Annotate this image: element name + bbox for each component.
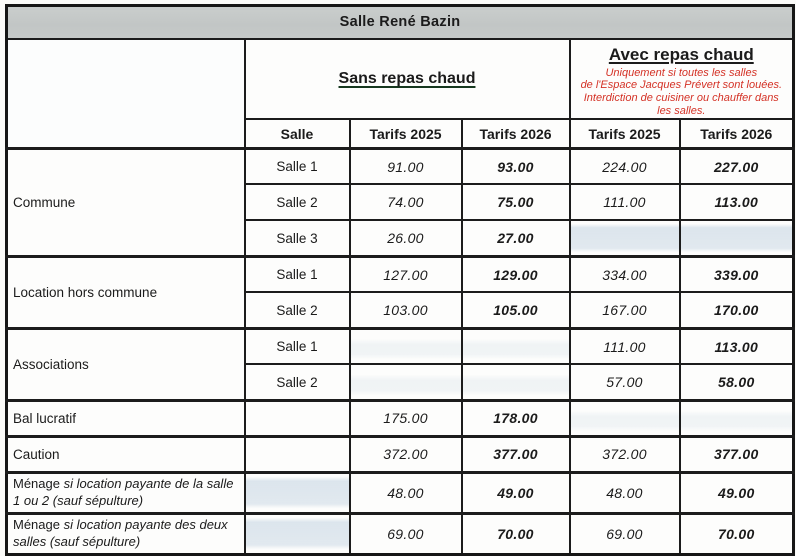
tariff-cell: 227.00 bbox=[680, 148, 794, 184]
title-row bbox=[7, 6, 794, 39]
empty-tariff-cell bbox=[462, 364, 570, 400]
row-caution bbox=[7, 436, 794, 472]
tariff-cell: 93.00 bbox=[462, 148, 570, 184]
salle-cell: Salle 1 bbox=[245, 256, 350, 292]
tariff-cell: 178.00 bbox=[462, 400, 570, 436]
tariff-cell: 129.00 bbox=[462, 256, 570, 292]
tariff-cell: 70.00 bbox=[680, 513, 794, 554]
col-header-salle: Salle bbox=[245, 119, 350, 148]
tariff-cell: 167.00 bbox=[570, 292, 680, 328]
header-group-row bbox=[7, 39, 794, 120]
col-header-tarifs-2025-sans: Tarifs 2025 bbox=[350, 119, 462, 148]
avec-repas-chaud-label: Avec repas chaud bbox=[608, 44, 754, 64]
tariff-cell: 105.00 bbox=[462, 292, 570, 328]
col-header-tarifs-2026-avec: Tarifs 2026 bbox=[680, 119, 794, 148]
row-commune-salle-1 bbox=[7, 148, 794, 184]
tariff-cell: 58.00 bbox=[680, 364, 794, 400]
tariff-cell: 75.00 bbox=[462, 184, 570, 220]
menage-label-condition: si location payante des deux salles (sauf sépulture) bbox=[13, 516, 228, 549]
tariff-cell: 48.00 bbox=[350, 472, 462, 513]
row-label-menage-salle-1-ou-2 bbox=[7, 472, 245, 513]
tariff-cell: 57.00 bbox=[570, 364, 680, 400]
salle-cell: Salle 2 bbox=[245, 364, 350, 400]
row-label-bal-lucratif: Bal lucratif bbox=[7, 400, 245, 436]
tariff-cell: 339.00 bbox=[680, 256, 794, 292]
tariff-cell: 111.00 bbox=[570, 184, 680, 220]
tariff-cell: 377.00 bbox=[462, 436, 570, 472]
tariff-cell: 170.00 bbox=[680, 292, 794, 328]
empty-tariff-cell bbox=[680, 400, 794, 436]
header-sans-repas-chaud bbox=[245, 39, 570, 120]
col-header-tarifs-2025-avec: Tarifs 2025 bbox=[570, 119, 680, 148]
tariff-cell: 113.00 bbox=[680, 328, 794, 364]
avec-note-line-4: les salles. bbox=[657, 105, 706, 118]
salle-cell: Salle 3 bbox=[245, 220, 350, 256]
menage-label-prefix: Ménage bbox=[13, 475, 60, 491]
menage-label-condition: si location payante de la salle 1 ou 2 (sauf sépulture) bbox=[13, 475, 234, 508]
avec-note-line-1: Uniquement si toutes les salles bbox=[605, 66, 758, 79]
tariff-cell: 175.00 bbox=[350, 400, 462, 436]
blank-corner-cell bbox=[7, 39, 245, 149]
tariff-cell: 26.00 bbox=[350, 220, 462, 256]
tariff-cell: 127.00 bbox=[350, 256, 462, 292]
salle-cell: Salle 1 bbox=[245, 148, 350, 184]
row-label-associations: Associations bbox=[7, 328, 245, 400]
tariff-table bbox=[5, 4, 795, 556]
empty-salle-cell bbox=[245, 400, 350, 436]
empty-salle-cell bbox=[245, 436, 350, 472]
row-label-location-hors-commune: Location hors commune bbox=[7, 256, 245, 328]
tariff-cell: 372.00 bbox=[570, 436, 680, 472]
col-header-tarifs-2026-sans: Tarifs 2026 bbox=[462, 119, 570, 148]
sans-repas-chaud-label: Sans repas chaud bbox=[338, 69, 476, 87]
empty-tariff-cell bbox=[350, 364, 462, 400]
empty-tariff-cell bbox=[680, 220, 794, 256]
row-label-menage-deux-salles bbox=[7, 513, 245, 554]
row-label-commune: Commune bbox=[7, 148, 245, 256]
tariff-cell: 103.00 bbox=[350, 292, 462, 328]
row-menage-deux-salles bbox=[7, 513, 794, 554]
avec-repas-note bbox=[573, 67, 791, 119]
menage-label-prefix: Ménage bbox=[13, 516, 60, 532]
empty-tariff-cell bbox=[462, 328, 570, 364]
tariff-cell: 91.00 bbox=[350, 148, 462, 184]
tariff-cell: 224.00 bbox=[570, 148, 680, 184]
tariff-cell: 27.00 bbox=[462, 220, 570, 256]
tariff-cell: 111.00 bbox=[570, 328, 680, 364]
salle-cell: Salle 2 bbox=[245, 292, 350, 328]
row-hors-commune-salle-1 bbox=[7, 256, 794, 292]
avec-note-line-3: Interdiction de cuisiner ou chauffer dans bbox=[583, 92, 779, 105]
empty-tariff-cell bbox=[350, 328, 462, 364]
empty-salle-cell bbox=[245, 513, 350, 554]
empty-tariff-cell bbox=[570, 400, 680, 436]
row-menage-salle-1-ou-2 bbox=[7, 472, 794, 513]
empty-tariff-cell bbox=[570, 220, 680, 256]
empty-salle-cell bbox=[245, 472, 350, 513]
tariff-cell: 377.00 bbox=[680, 436, 794, 472]
tariff-cell: 69.00 bbox=[350, 513, 462, 554]
tariff-cell: 74.00 bbox=[350, 184, 462, 220]
salle-cell: Salle 1 bbox=[245, 328, 350, 364]
tariff-cell: 69.00 bbox=[570, 513, 680, 554]
row-bal-lucratif bbox=[7, 400, 794, 436]
tariff-cell: 49.00 bbox=[462, 472, 570, 513]
tariff-cell: 334.00 bbox=[570, 256, 680, 292]
header-avec-repas-chaud bbox=[570, 39, 794, 120]
row-associations-salle-1 bbox=[7, 328, 794, 364]
tariff-cell: 70.00 bbox=[462, 513, 570, 554]
tariff-cell: 49.00 bbox=[680, 472, 794, 513]
salle-cell: Salle 2 bbox=[245, 184, 350, 220]
avec-note-line-2: de l'Espace Jacques Prévert sont louées. bbox=[580, 79, 782, 92]
tariff-cell: 48.00 bbox=[570, 472, 680, 513]
row-label-caution: Caution bbox=[7, 436, 245, 472]
tariff-cell: 372.00 bbox=[350, 436, 462, 472]
tariff-cell: 113.00 bbox=[680, 184, 794, 220]
table-title: Salle René Bazin bbox=[7, 6, 794, 39]
